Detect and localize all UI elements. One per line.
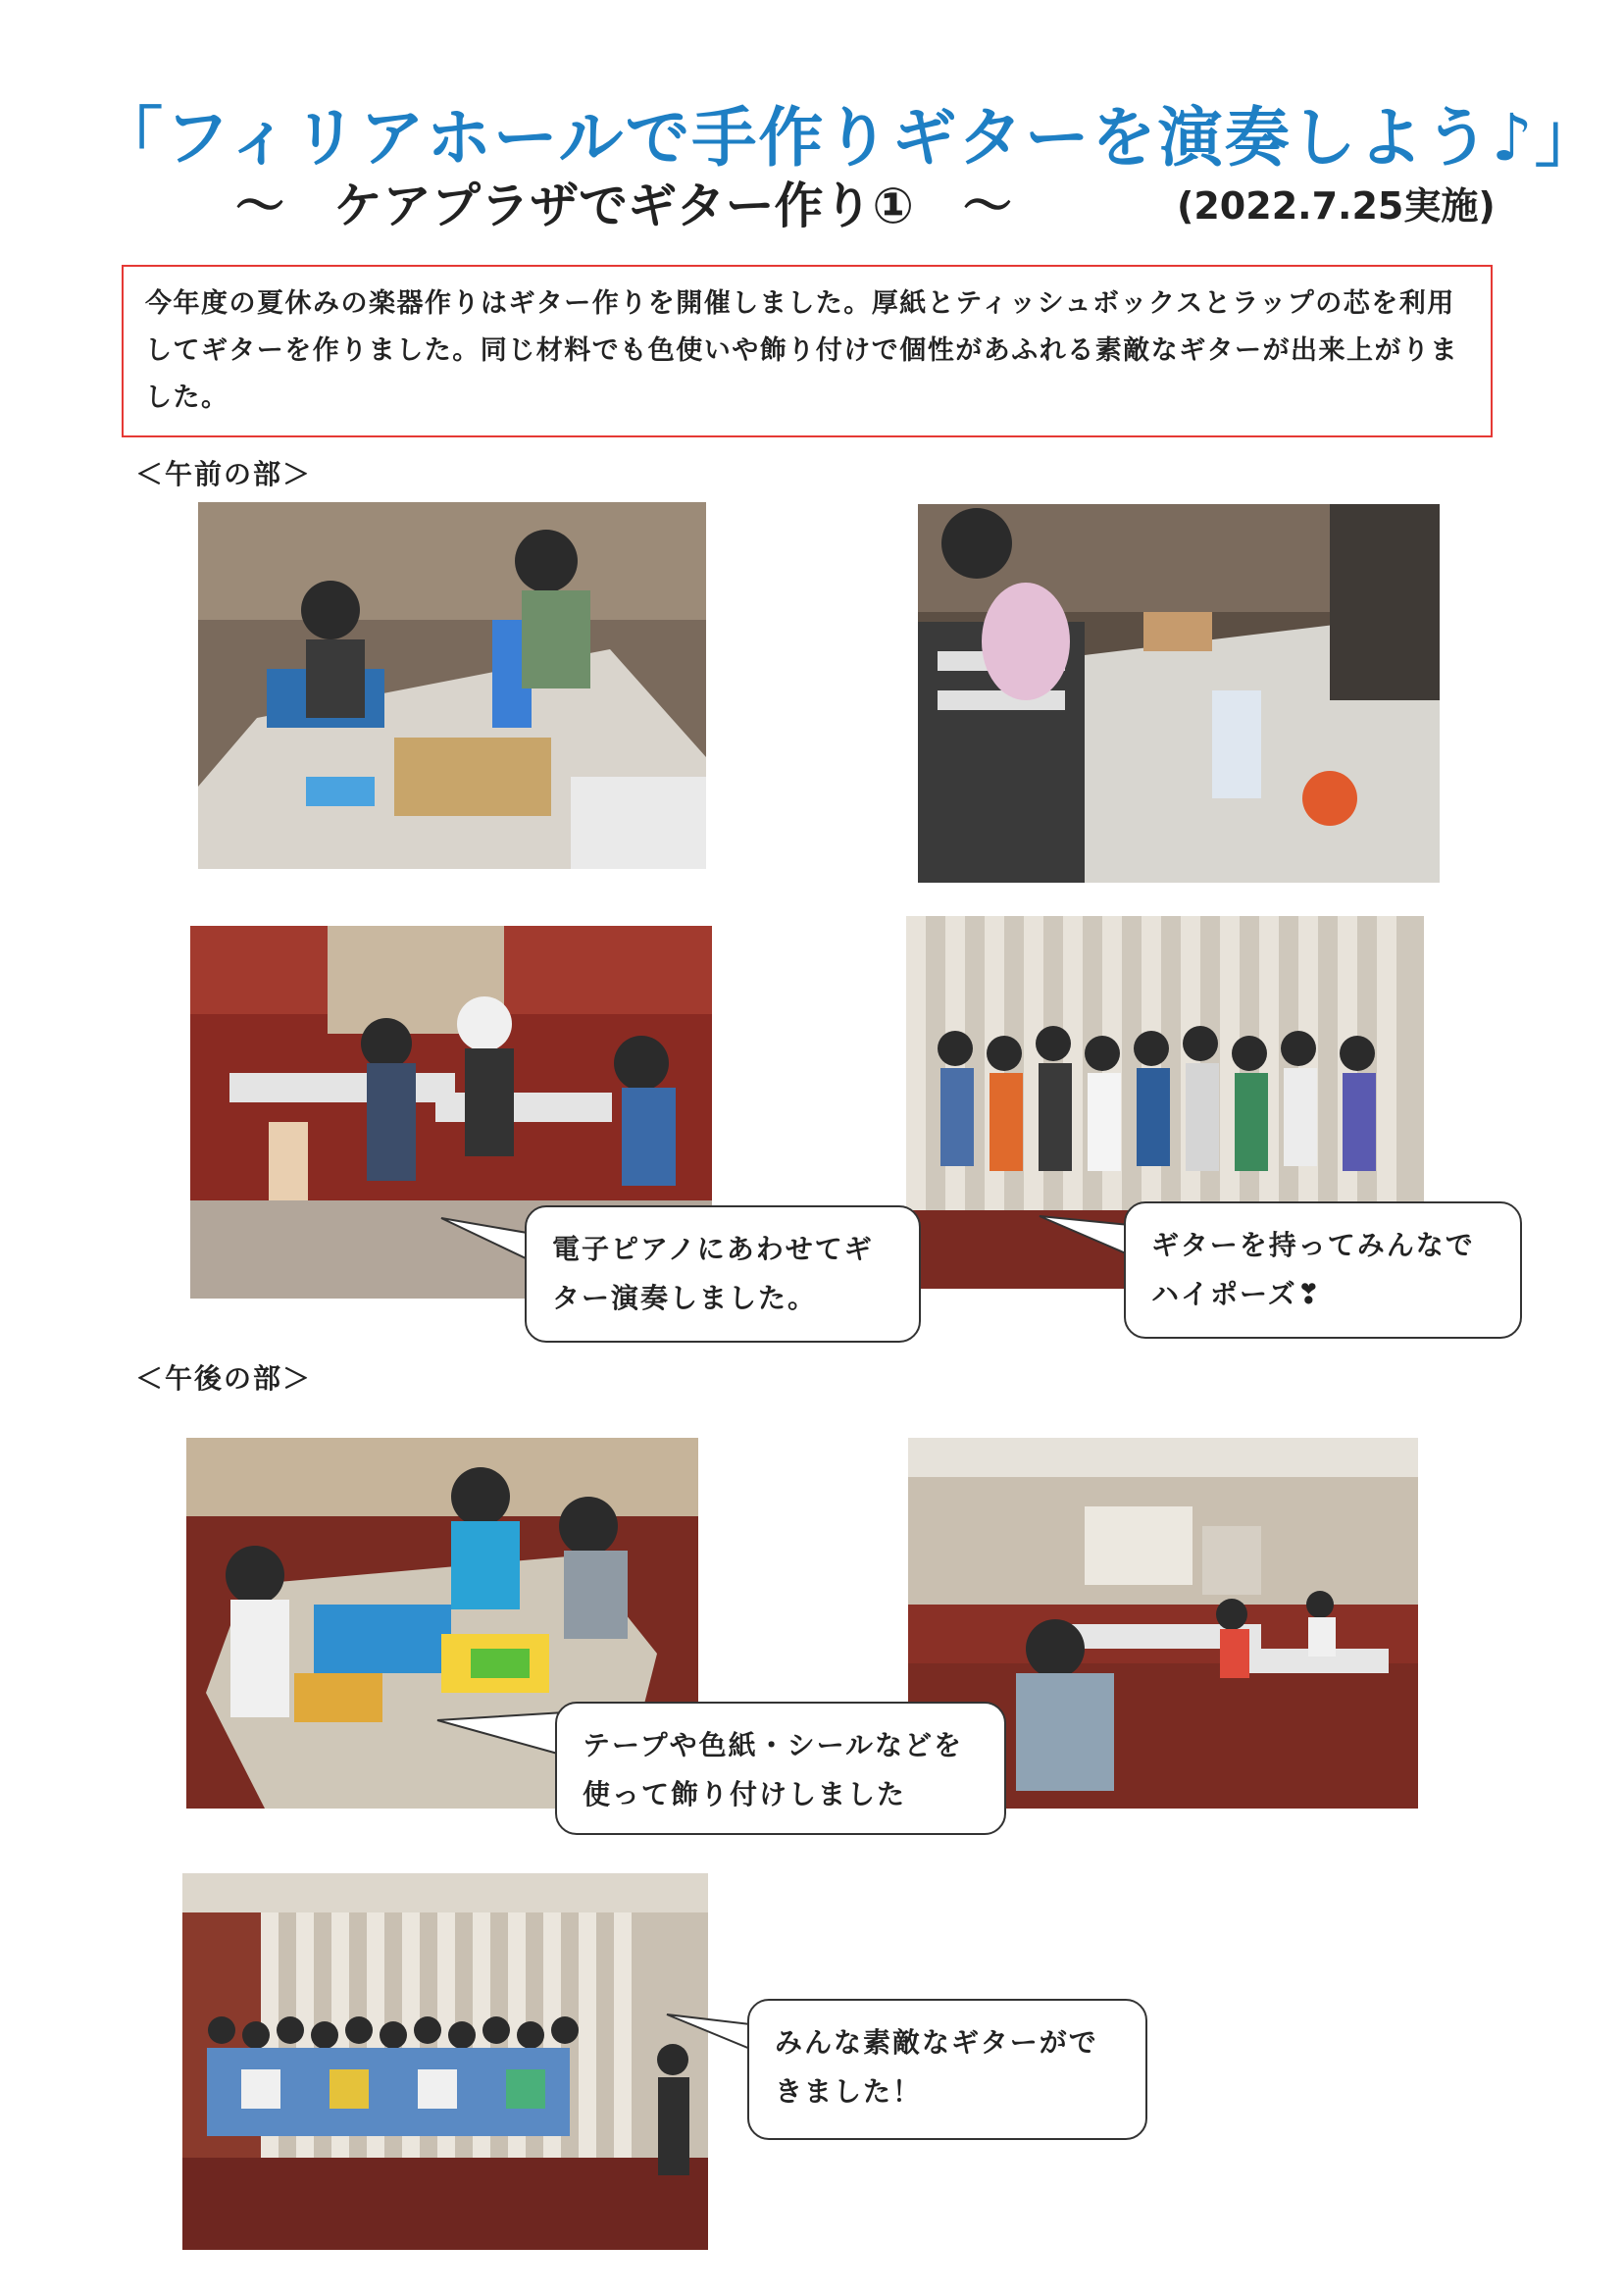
- bubble-tail-afternoon-1: [431, 1701, 569, 1769]
- photo-morning-2: [918, 504, 1440, 883]
- caption-afternoon-2: みんな素敵なギターができました！: [747, 1999, 1147, 2140]
- photo-afternoon-3: [182, 1873, 708, 2250]
- photo-morning-1: [198, 502, 706, 869]
- section-morning-label: ＜午前の部＞: [135, 458, 313, 490]
- page-subtitle: ～ ケアプラザでギター作り① ～: [235, 178, 1012, 234]
- caption-morning-1: 電子ピアノにあわせてギター演奏しました。: [525, 1205, 921, 1343]
- caption-morning-2: ギターを持ってみんなでハイポーズ❣: [1124, 1201, 1522, 1339]
- event-date: (2022.7.25実施): [1177, 184, 1496, 228]
- caption-afternoon-1: テープや色紙・シールなどを使って飾り付けしました: [555, 1702, 1006, 1835]
- page-title: 「フィリアホールで手作りギターを演奏しよう♪」: [98, 100, 1601, 176]
- section-afternoon-label: ＜午後の部＞: [135, 1362, 313, 1395]
- intro-box: 今年度の夏休みの楽器作りはギター作りを開催しました。厚紙とティッシュボックスとラップの芯を利用してギターを作りました。同じ材料でも色使いや飾り付けで個性があふれる素敵なギターが出来上がりました。: [122, 265, 1493, 437]
